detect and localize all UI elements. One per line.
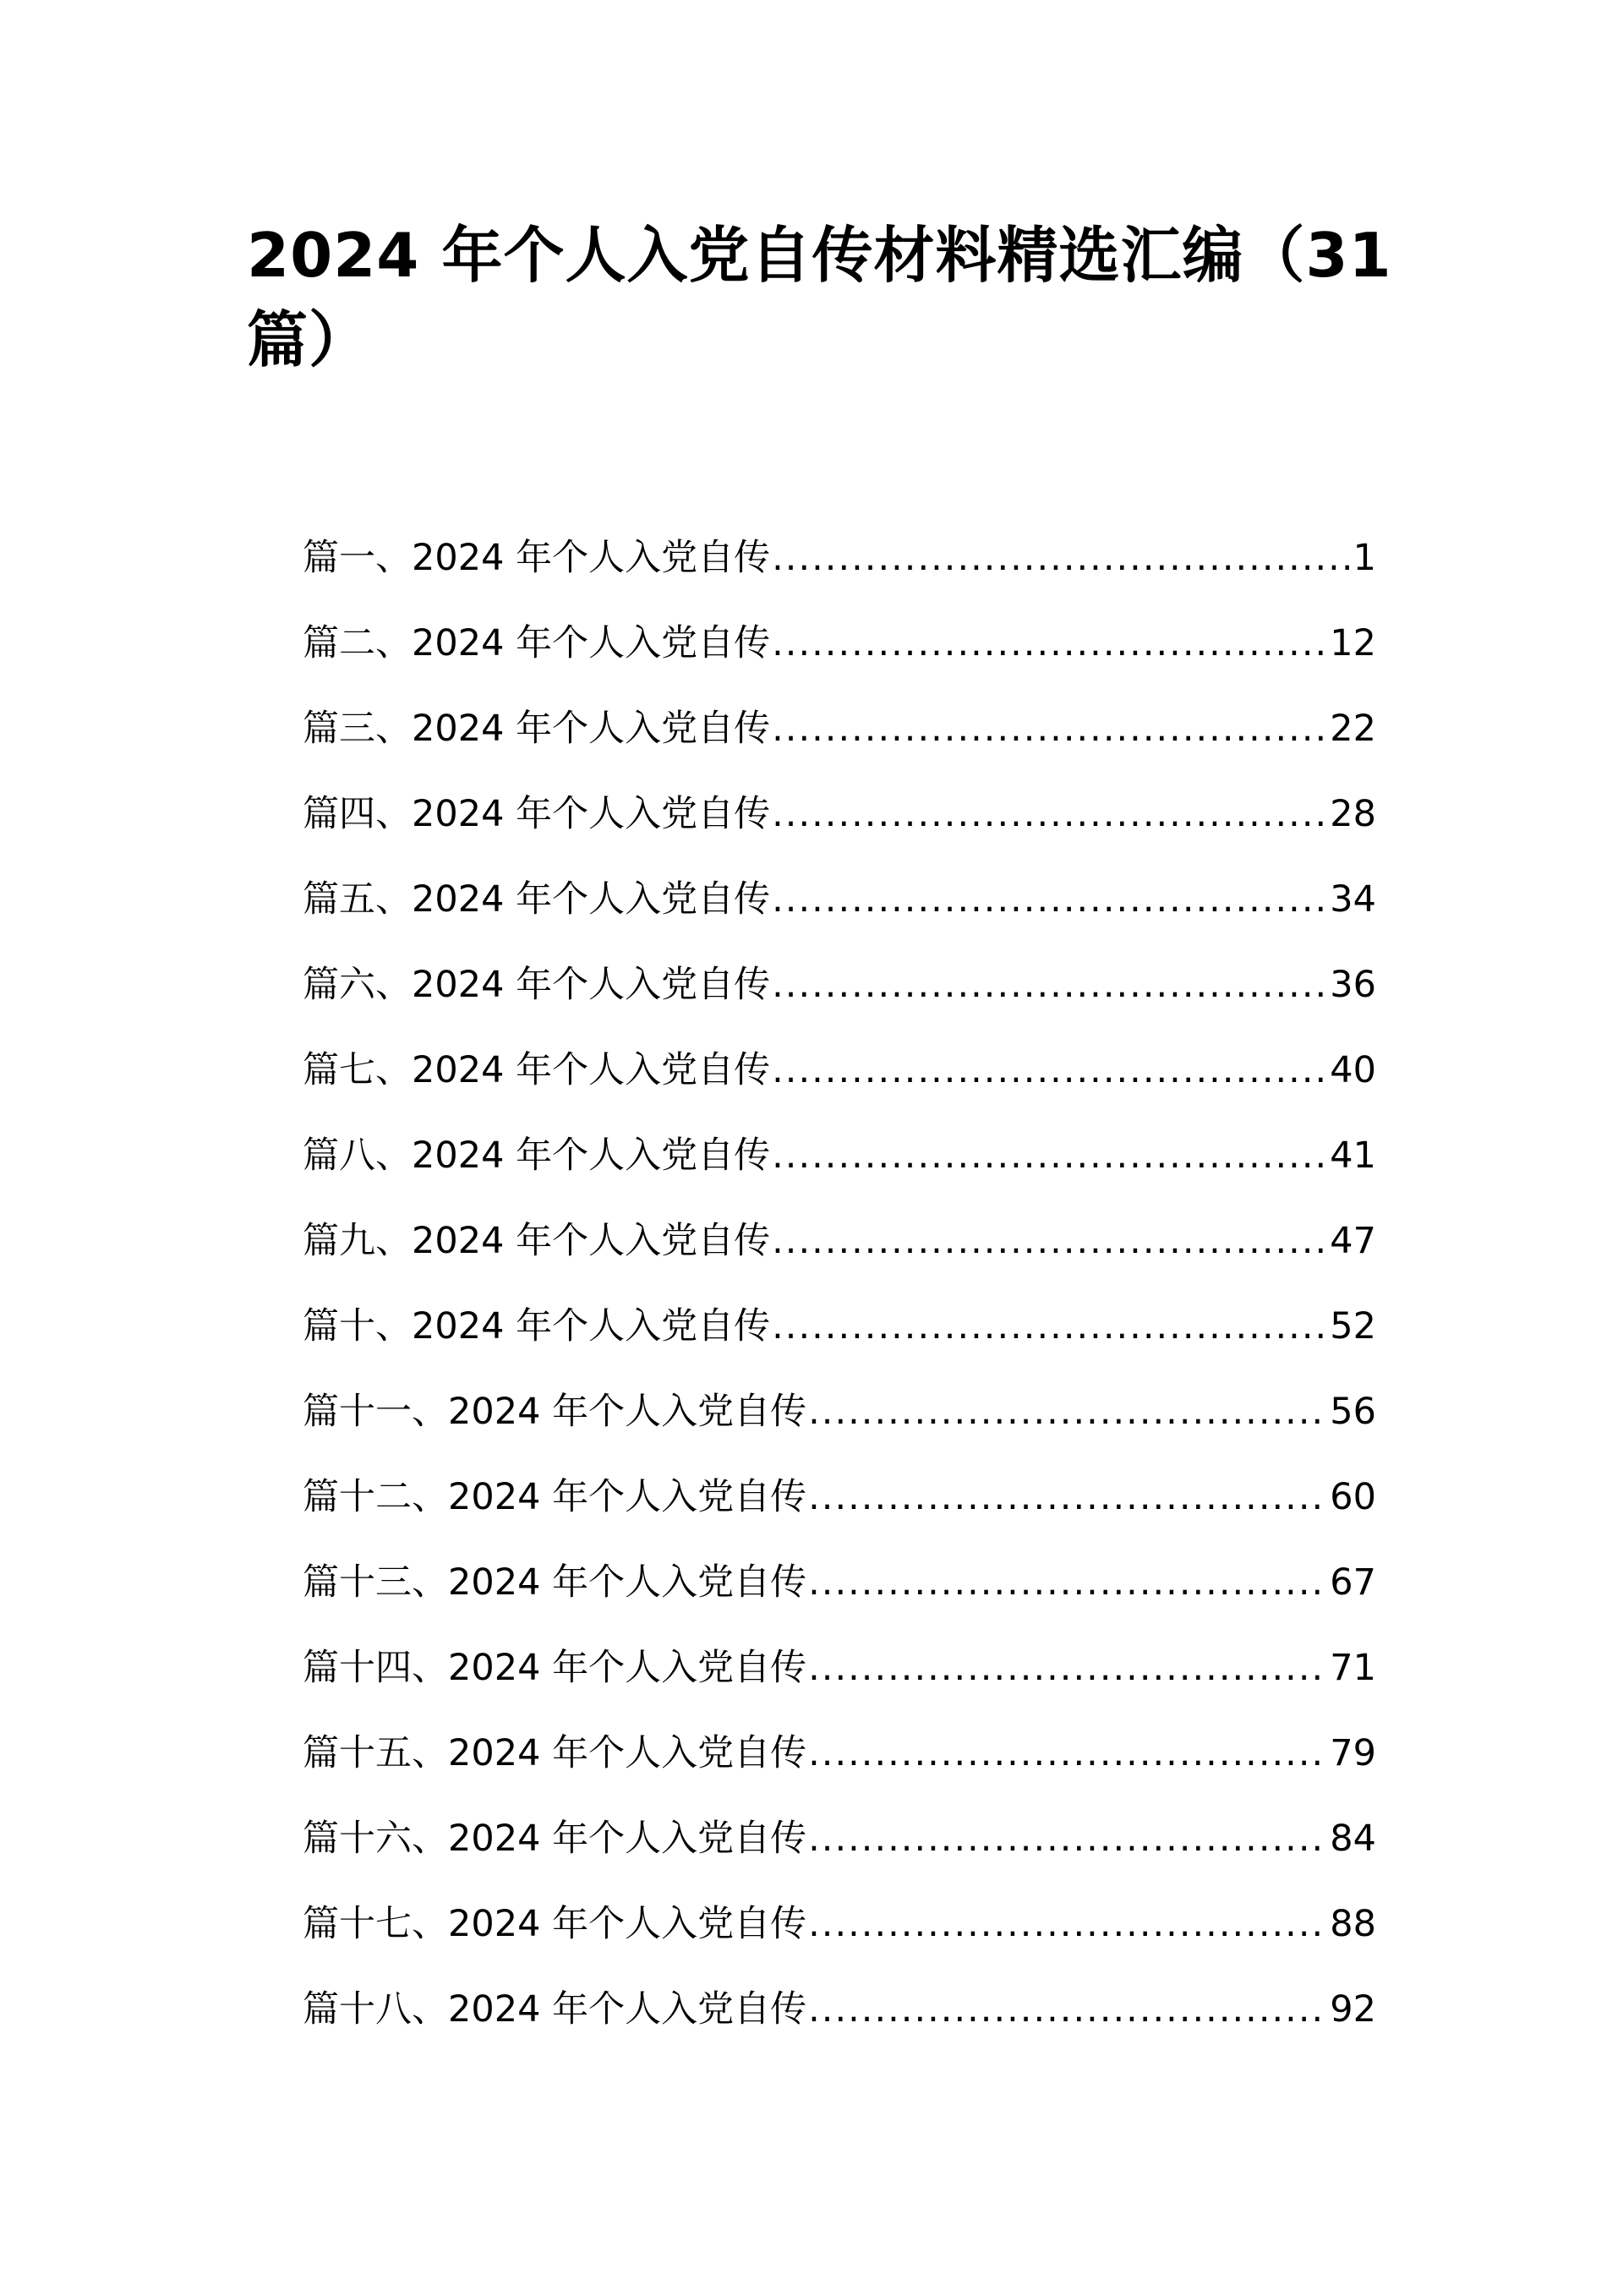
toc-dot-leader — [772, 943, 1328, 1028]
toc-entry-label: 篇十三、2024 年个人入党自传 — [303, 1561, 807, 1604]
toc-entry[interactable] — [303, 943, 1376, 1028]
toc-entry-label: 篇十五、2024 年个人入党自传 — [303, 1732, 807, 1774]
document-title: 2024 年个人入党自传材料精选汇编（31 篇） — [247, 220, 1392, 375]
toc-entry[interactable] — [303, 1028, 1376, 1113]
toc-page-number: 56 — [1330, 1391, 1376, 1433]
table-of-contents — [303, 516, 1376, 2053]
toc-page-number: 22 — [1330, 708, 1376, 750]
toc-entry[interactable] — [303, 1626, 1376, 1711]
toc-entry[interactable] — [303, 601, 1376, 686]
toc-page-number: 34 — [1330, 878, 1376, 921]
toc-page-number: 52 — [1330, 1305, 1376, 1348]
toc-entry[interactable] — [303, 686, 1376, 772]
toc-page-number: 47 — [1330, 1220, 1376, 1262]
toc-entry-label: 篇十六、2024 年个人入党自传 — [303, 1818, 807, 1860]
toc-entry[interactable] — [303, 1455, 1376, 1540]
toc-dot-leader — [808, 1540, 1328, 1626]
toc-dot-leader — [808, 1967, 1328, 2053]
toc-dot-leader — [808, 1882, 1328, 1967]
toc-entry[interactable] — [303, 857, 1376, 943]
toc-dot-leader — [808, 1796, 1328, 1882]
toc-page-number: 67 — [1330, 1561, 1376, 1604]
toc-entry[interactable] — [303, 1967, 1376, 2053]
toc-entry-label: 篇二、2024 年个人入党自传 — [303, 622, 771, 664]
toc-dot-leader — [808, 1626, 1328, 1711]
toc-entry-label: 篇九、2024 年个人入党自传 — [303, 1220, 771, 1262]
toc-page-number: 1 — [1352, 537, 1376, 579]
toc-dot-leader — [772, 1028, 1328, 1113]
toc-dot-leader — [772, 1199, 1328, 1284]
toc-dot-leader — [808, 1369, 1328, 1455]
toc-entry[interactable] — [303, 1882, 1376, 1967]
toc-page-number: 28 — [1330, 793, 1376, 835]
toc-page-number: 92 — [1330, 1988, 1376, 2031]
toc-entry-label: 篇十一、2024 年个人入党自传 — [303, 1391, 807, 1433]
toc-page-number: 84 — [1330, 1818, 1376, 1860]
toc-page-number: 79 — [1330, 1732, 1376, 1774]
toc-dot-leader — [772, 686, 1328, 772]
toc-dot-leader — [808, 1711, 1328, 1796]
toc-entry[interactable] — [303, 1711, 1376, 1796]
toc-page-number: 12 — [1330, 622, 1376, 664]
toc-entry[interactable] — [303, 1796, 1376, 1882]
toc-dot-leader — [772, 1113, 1328, 1199]
toc-dot-leader — [772, 1284, 1328, 1369]
toc-page-number: 36 — [1330, 964, 1376, 1006]
toc-page-number: 60 — [1330, 1476, 1376, 1518]
toc-entry-label: 篇八、2024 年个人入党自传 — [303, 1134, 771, 1177]
toc-entry-label: 篇四、2024 年个人入党自传 — [303, 793, 771, 835]
toc-entry[interactable] — [303, 772, 1376, 857]
toc-entry[interactable] — [303, 1540, 1376, 1626]
toc-dot-leader — [772, 516, 1352, 601]
toc-page-number: 41 — [1330, 1134, 1376, 1177]
toc-entry-label: 篇五、2024 年个人入党自传 — [303, 878, 771, 921]
toc-entry[interactable] — [303, 1369, 1376, 1455]
toc-page-number: 40 — [1330, 1049, 1376, 1091]
toc-entry[interactable] — [303, 516, 1376, 601]
toc-entry-label: 篇十、2024 年个人入党自传 — [303, 1305, 771, 1348]
toc-entry-label: 篇十四、2024 年个人入党自传 — [303, 1647, 807, 1689]
toc-dot-leader — [772, 601, 1328, 686]
toc-entry[interactable] — [303, 1113, 1376, 1199]
toc-entry[interactable] — [303, 1199, 1376, 1284]
toc-dot-leader — [808, 1455, 1328, 1540]
toc-entry-label: 篇三、2024 年个人入党自传 — [303, 708, 771, 750]
toc-page-number: 71 — [1330, 1647, 1376, 1689]
toc-entry-label: 篇一、2024 年个人入党自传 — [303, 537, 771, 579]
toc-entry-label: 篇十二、2024 年个人入党自传 — [303, 1476, 807, 1518]
toc-entry-label: 篇十七、2024 年个人入党自传 — [303, 1903, 807, 1945]
toc-dot-leader — [772, 772, 1328, 857]
toc-entry-label: 篇十八、2024 年个人入党自传 — [303, 1988, 807, 2031]
toc-dot-leader — [772, 857, 1328, 943]
toc-entry-label: 篇六、2024 年个人入党自传 — [303, 964, 771, 1006]
toc-entry-label: 篇七、2024 年个人入党自传 — [303, 1049, 771, 1091]
toc-page-number: 88 — [1330, 1903, 1376, 1945]
toc-entry[interactable] — [303, 1284, 1376, 1369]
